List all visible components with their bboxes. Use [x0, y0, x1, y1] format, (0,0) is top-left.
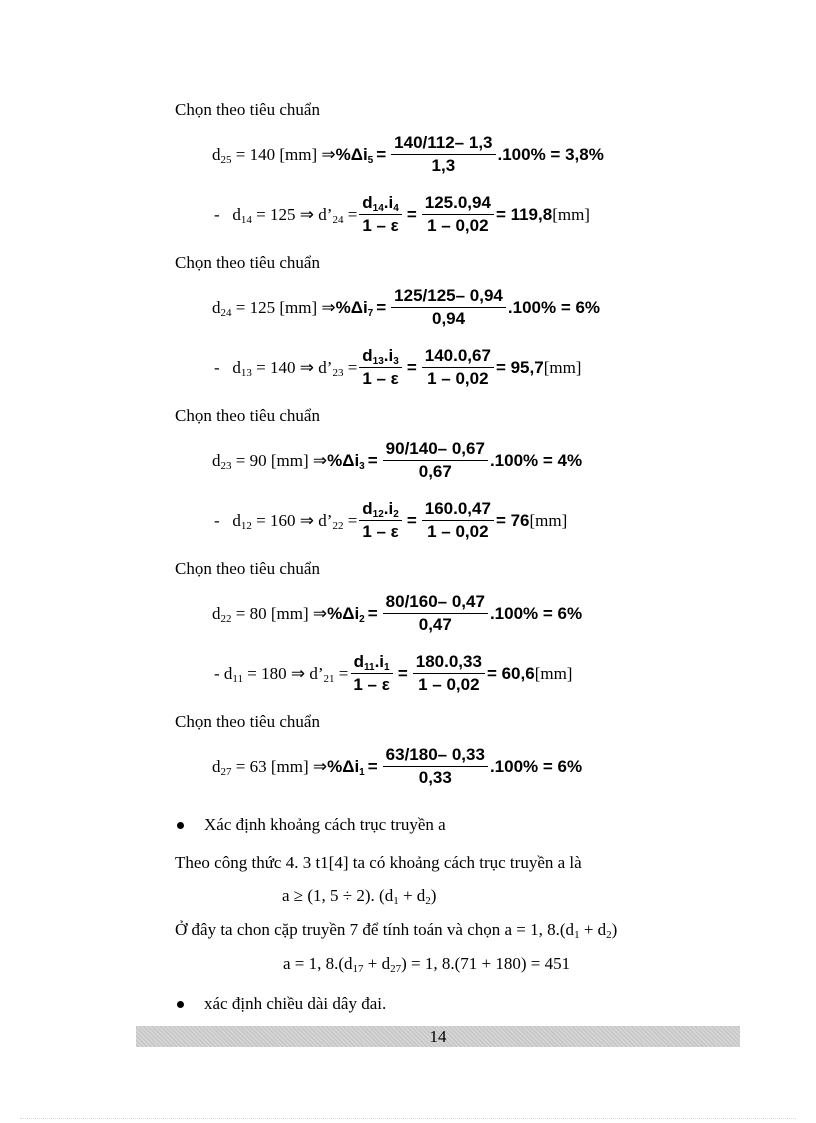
calculation-a: a = 1, $8.(d_{17} + d_{27}) = 1$, 8.(71 + 180) = 451: [283, 954, 571, 975]
choose-standard-label: Chọn theo tiêu chuẩn: [175, 253, 320, 272]
bullet-icon: [177, 1001, 184, 1008]
formula-d27: $d_{27} = 63$ [mm] ⇒ %Δi1 = $\frac{63/180- 0,33}{0,33}$ .100% = 6%: [212, 745, 583, 787]
formula-d22: $d_{22} = 80$ [mm] ⇒ %Δi2 = $\frac{80/160- 0,47}{0,47}$ .100% = 6%: [212, 592, 583, 634]
bullet-icon: [177, 822, 184, 829]
choose-standard-label: Chọn theo tiêu chuẩn: [175, 712, 320, 731]
bullet-text: Xác định khoảng cách trục truyền a: [204, 815, 446, 834]
formula-d12: - $d_{12} = 160$ ⇒ $d’_{22}$ = $\frac{d12.i2}{1 - \varepsilon}$ = $\frac{160.0,47}{1 - 0,02}$ = 76 [mm]: [214, 499, 568, 541]
paragraph-formula-ref: Theo công thức 4. 3 t1[4] ta có khoảng cách trục truyền a là: [175, 853, 582, 872]
page-footer: [136, 1026, 740, 1047]
formula-d14: - $d_{14} = 125$ ⇒ $d’_{24}$ = $\frac{d14.i4}{1 - \varepsilon}$ = $\frac{125.0,94}{1 - 0,02}$ = 119,8 [mm]: [214, 193, 590, 235]
inequality-a: a ≥ (1, 5 ÷ 2). $(d_1 + d_2)$: [282, 886, 437, 907]
page-number: 14: [429, 1027, 447, 1046]
bullet-item-belt-length: [177, 994, 386, 1014]
formula-d24: $d_{24} = 125$ [mm] ⇒ %Δi7 = $\frac{125/125- 0,94}{0,94}$ .100% = 6%: [212, 286, 601, 328]
choose-standard-label: Chọn theo tiêu chuẩn: [175, 100, 320, 119]
formula-d13: - $d_{13} = 140$ ⇒ $d’_{23}$ = $\frac{d13.i3}{1 - \varepsilon}$ = $\frac{140.0,67}{1 - 0,02}$ = 95,7 [mm]: [214, 346, 582, 388]
choose-standard-label: Chọn theo tiêu chuẩn: [175, 559, 320, 578]
bullet-text: xác định chiều dài dây đai.: [204, 994, 387, 1013]
choose-standard-label: Chọn theo tiêu chuẩn: [175, 406, 320, 425]
bullet-item-distance: [177, 815, 446, 835]
page-bottom-divider: [20, 1118, 796, 1119]
formula-d25: $d_{25} = 140$ [mm] ⇒ %Δi5 = $\frac{140/112- 1,3}{1,3}$ .100% = 3,8%: [212, 133, 604, 175]
formula-d11: - $d_{11} = 180$ ⇒ $d’_{21}$ = $\frac{d11.i1}{1 - \varepsilon}$ = $\frac{180.0,33}{1 - 0,02}$ = 60,6 [mm]: [214, 652, 573, 694]
paragraph-choose-pair: Ở đây ta chon cặp truyền 7 để tính toán và chọn a = 1, $8.(d_1 + d_2)$: [175, 920, 618, 941]
formula-d23: $d_{23} = 90$ [mm] ⇒ %Δi3 = $\frac{90/140- 0,67}{0,67}$ .100% = 4%: [212, 439, 583, 481]
